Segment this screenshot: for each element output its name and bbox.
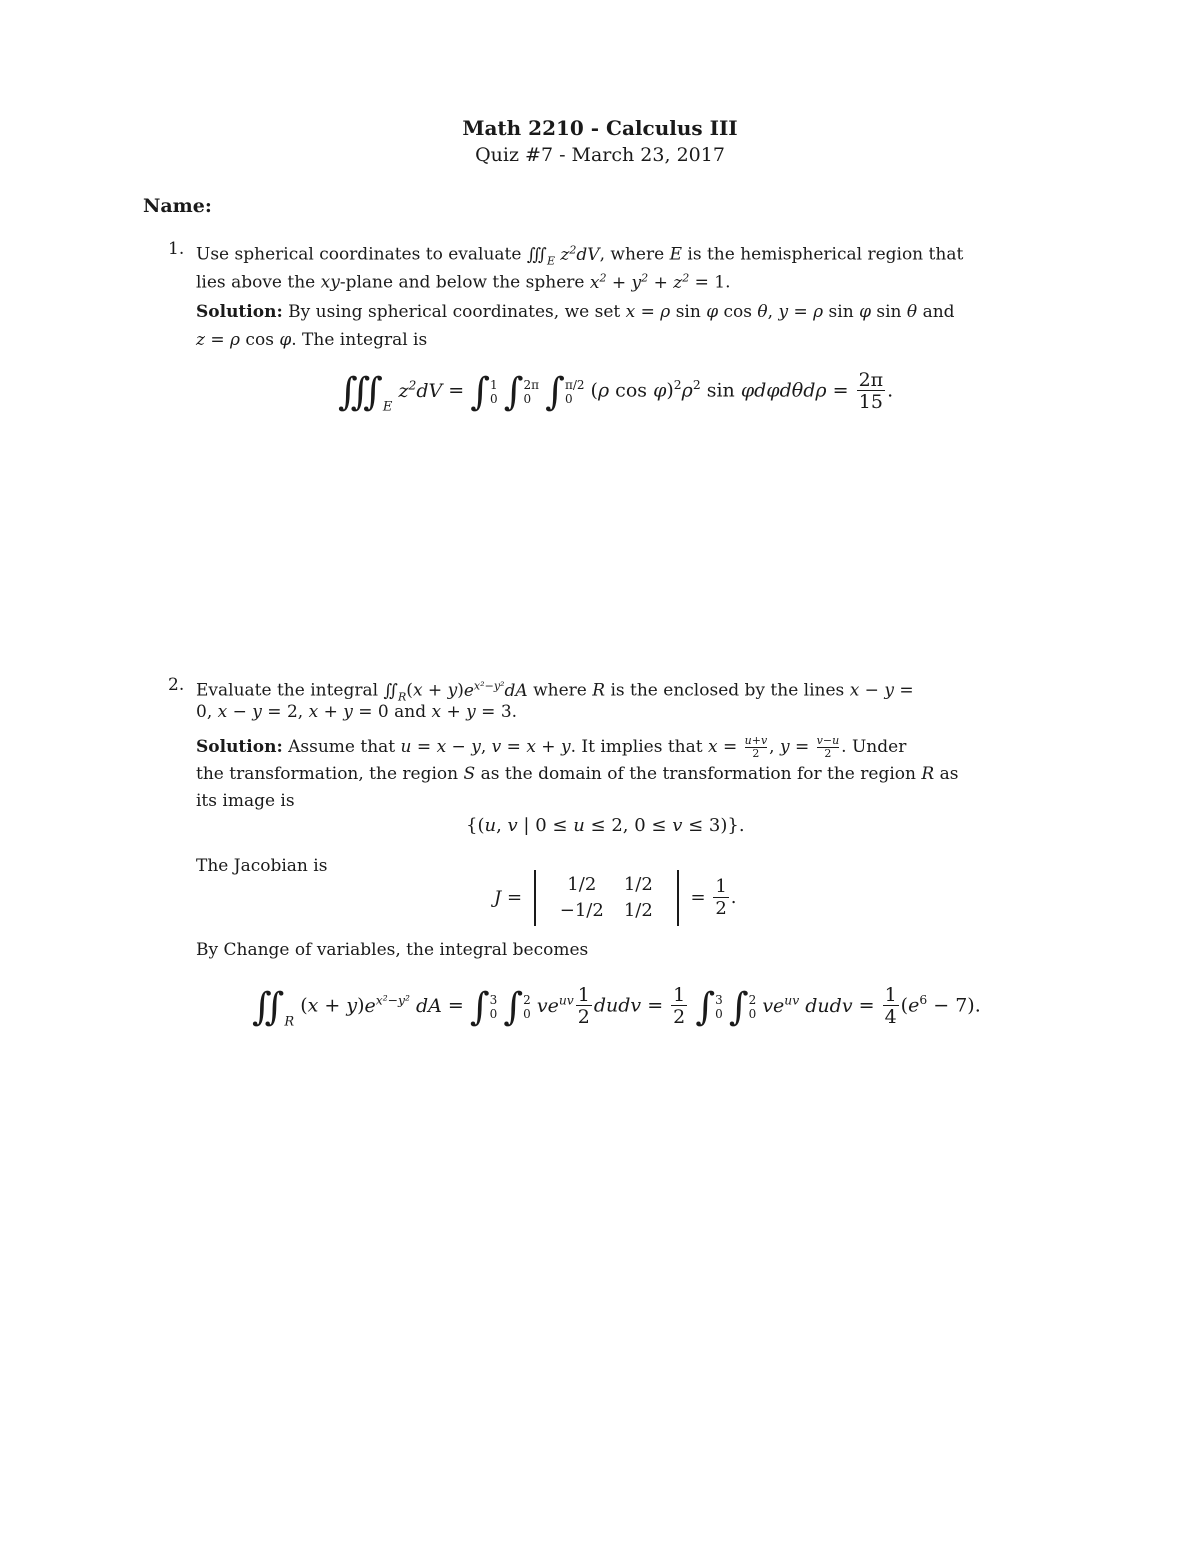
- problem-1-integral-equation: $∭_E$ $z^2dV = \int 1$ 0 ∫2π 0 ∫π/2 0 (ρ $\cos \varphi)^2\rho^2$ sin φdφdθdρ = $\frac{2\pi}{15}$ .: [338, 369, 894, 415]
- problem-2-solution-line-2: the transformation, the region S as the domain of the transformation for the region R as: [196, 764, 959, 784]
- matrix-cell: 1/2: [567, 874, 597, 895]
- jacobian-label: The Jacobian is: [196, 856, 328, 876]
- document-title: Math 2210 - Calculus III: [462, 116, 738, 140]
- problem-1-solution-line-1: Solution: By using spherical coordinates, we set x = ρ sin φ cos θ, y = ρ sin φ sin θ and: [196, 302, 955, 322]
- problem-2-question-line-2: 0, x − y = 2, x + y = 0 and x + y = 3.: [196, 702, 518, 722]
- problem-2-solution-line-3: its image is: [196, 791, 295, 811]
- problem-1-number: 1.: [168, 239, 185, 259]
- problem-2-region-set: {(u, v | 0 ≤ u ≤ 2, 0 ≤ v ≤ 3)}.: [466, 815, 745, 836]
- jacobian-matrix: [534, 870, 679, 926]
- quiz-subtitle: Quiz #7 - March 23, 2017: [475, 144, 725, 166]
- jacobian-equation: J = 1/2 1/2 −1/2 1/2 = $\frac{1}{2}$ .: [494, 870, 737, 926]
- problem-2-integral-equation: $∬_R$ $(x + y)e^{x^2-y^2}$ dA = ∫3 0 ∫2 0 $ve^{uv}$ $\frac{1}{2}$ dudv = $\frac{1}{2}$ ∫3 0 ∫2 0 $ve^{uv}$ dudv = $\frac{1}{4}$ $(e^6 - 7)$.: [252, 984, 981, 1030]
- problem-1-question-line-2: lies above the xy-plane and below the sphere $x^2 + y^2 + z^2 = 1$.: [196, 271, 731, 293]
- name-label: Name:: [143, 195, 212, 217]
- problem-2-solution-line-1: Solution: Assume that u = x − y, v = x + y. It implies that x = $\frac{u+v}{2}$ , y = $\frac{v-u}{2}$ . Under: [196, 734, 907, 760]
- change-of-variables-label: By Change of variables, the integral becomes: [196, 940, 589, 960]
- problem-1-question-line-1: Use spherical coordinates to evaluate $∭_E$ $z^2dV$, where E is the hemispherical region that: [196, 243, 964, 268]
- matrix-cell: 1/2: [623, 874, 653, 895]
- problem-2-question-line-1: Evaluate the integral $∬_R(x + y)e^{x^2-y^2}dA$ where R is the enclosed by the lines x − y =: [196, 679, 914, 704]
- problem-2-number: 2.: [168, 675, 185, 695]
- problem-1-solution-line-2: z = ρ cos φ. The integral is: [196, 330, 428, 350]
- matrix-cell: −1/2: [559, 900, 604, 921]
- matrix-cell: 1/2: [623, 900, 653, 921]
